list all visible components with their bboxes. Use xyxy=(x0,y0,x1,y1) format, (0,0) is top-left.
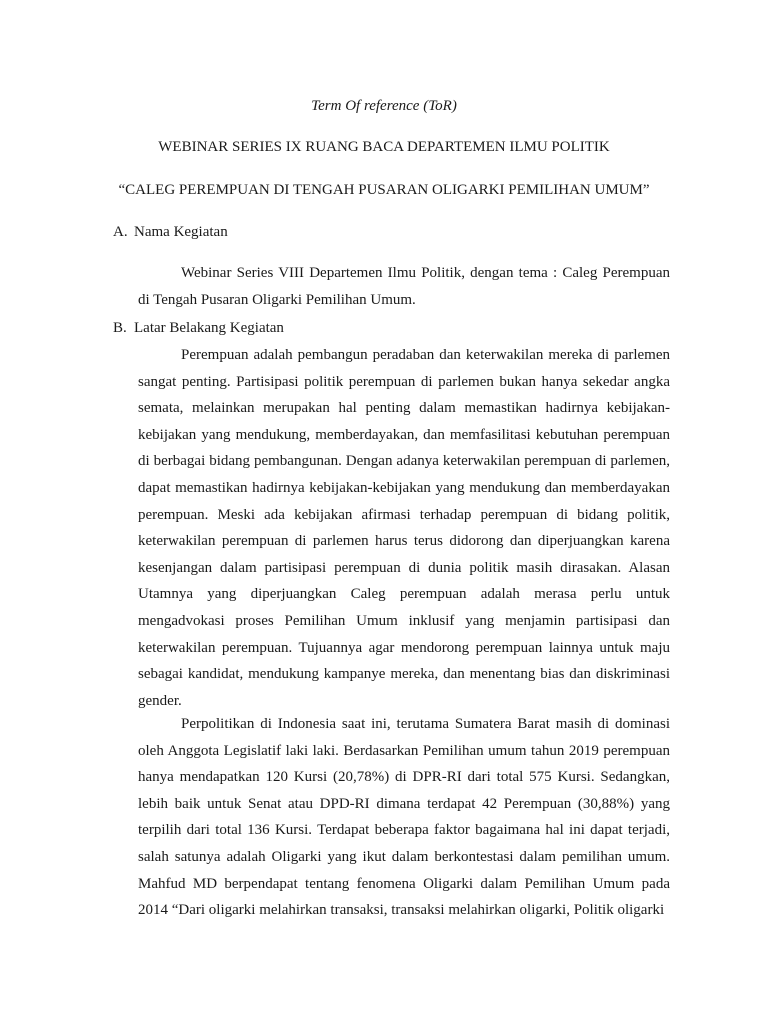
section-b-paragraph-2: Perpolitikan di Indonesia saat ini, terutama Sumatera Barat masih di dominasi oleh Anggota Legislatif laki laki. Berdasarkan Pemilihan umum tahun 2019 perempuan hanya mendapatkan 120 Kursi (20,78%) di DPR-RI dari total 575 Kursi. Sedangkan, lebih baik untuk Senat atau DPD-RI dimana terdapat 42 Perempuan (30,88%) yang terpilih dari total 136 Kursi. Terdapat beberapa faktor bagaimana hal ini dapat terjadi, salah satunya adalah Oligarki yang ikut dalam berkontestasi dalam pemilihan umum. Mahfud MD berpendapat tentang fenomena Oligarki dalam Pemilihan Umum pada 2014 “Dari oligarki melahirkan transaksi, transaksi melahirkan oligarki, Politik oligarki xyxy=(138,716,670,919)
section-b-title: Latar Belakang Kegiatan xyxy=(134,320,284,336)
section-a-paragraph: Webinar Series VIII Departemen Ilmu Politik, dengan tema : Caleg Perempuan di Tengah Pusaran Oligarki Pemilihan Umum. xyxy=(138,265,670,308)
section-b-heading xyxy=(113,318,284,338)
section-b-paragraph-1: Perempuan adalah pembangun peradaban dan keterwakilan mereka di parlemen sangat penting. Partisipasi politik perempuan di parlemen bukan hanya sekedar angka semata, melainkan merupakan hal penting dalam memastikan hadirnya kebijakan-kebijakan yang mendukung, memberdayakan, dan memfasilitasi kebutuhan perempuan di berbagai bidang pembangunan. Dengan adanya keterwakilan perempuan di parlemen, dapat memastikan hadirnya kebijakan-kebijakan yang mendukung dan memberdayakan perempuan. Meski ada kebijakan afirmasi terhadap perempuan di bidang politik, keterwakilan perempuan di parlemen harus terus didorong dan diperjuangkan karena kesenjangan dalam partisipasi perempuan di dunia politik masih dirasakan. Alasan Utamnya yang diperjuangkan Caleg perempuan adalah merasa perlu untuk mengadvokasi proses Pemilihan Umum inklusif yang menjamin partisipasi dan keterwakilan perempuan. Tujuannya agar mendorong perempuan lainnya untuk maju sebagai kandidat, mendukung kampanye mereka, dan menentang bias dan diskriminasi gender. xyxy=(138,347,670,709)
section-a-marker: A. xyxy=(113,224,128,240)
section-a-heading xyxy=(113,222,228,242)
section-a-title: Nama Kegiatan xyxy=(134,224,228,240)
document-subtitle: WEBINAR SERIES IX RUANG BACA DEPARTEMEN ILMU POLITIK xyxy=(158,139,610,155)
section-b-marker: B. xyxy=(113,320,127,336)
document-theme: “CALEG PEREMPUAN DI TENGAH PUSARAN OLIGARKI PEMILIHAN UMUM” xyxy=(118,182,650,198)
document-title: Term Of reference (ToR) xyxy=(311,98,457,114)
